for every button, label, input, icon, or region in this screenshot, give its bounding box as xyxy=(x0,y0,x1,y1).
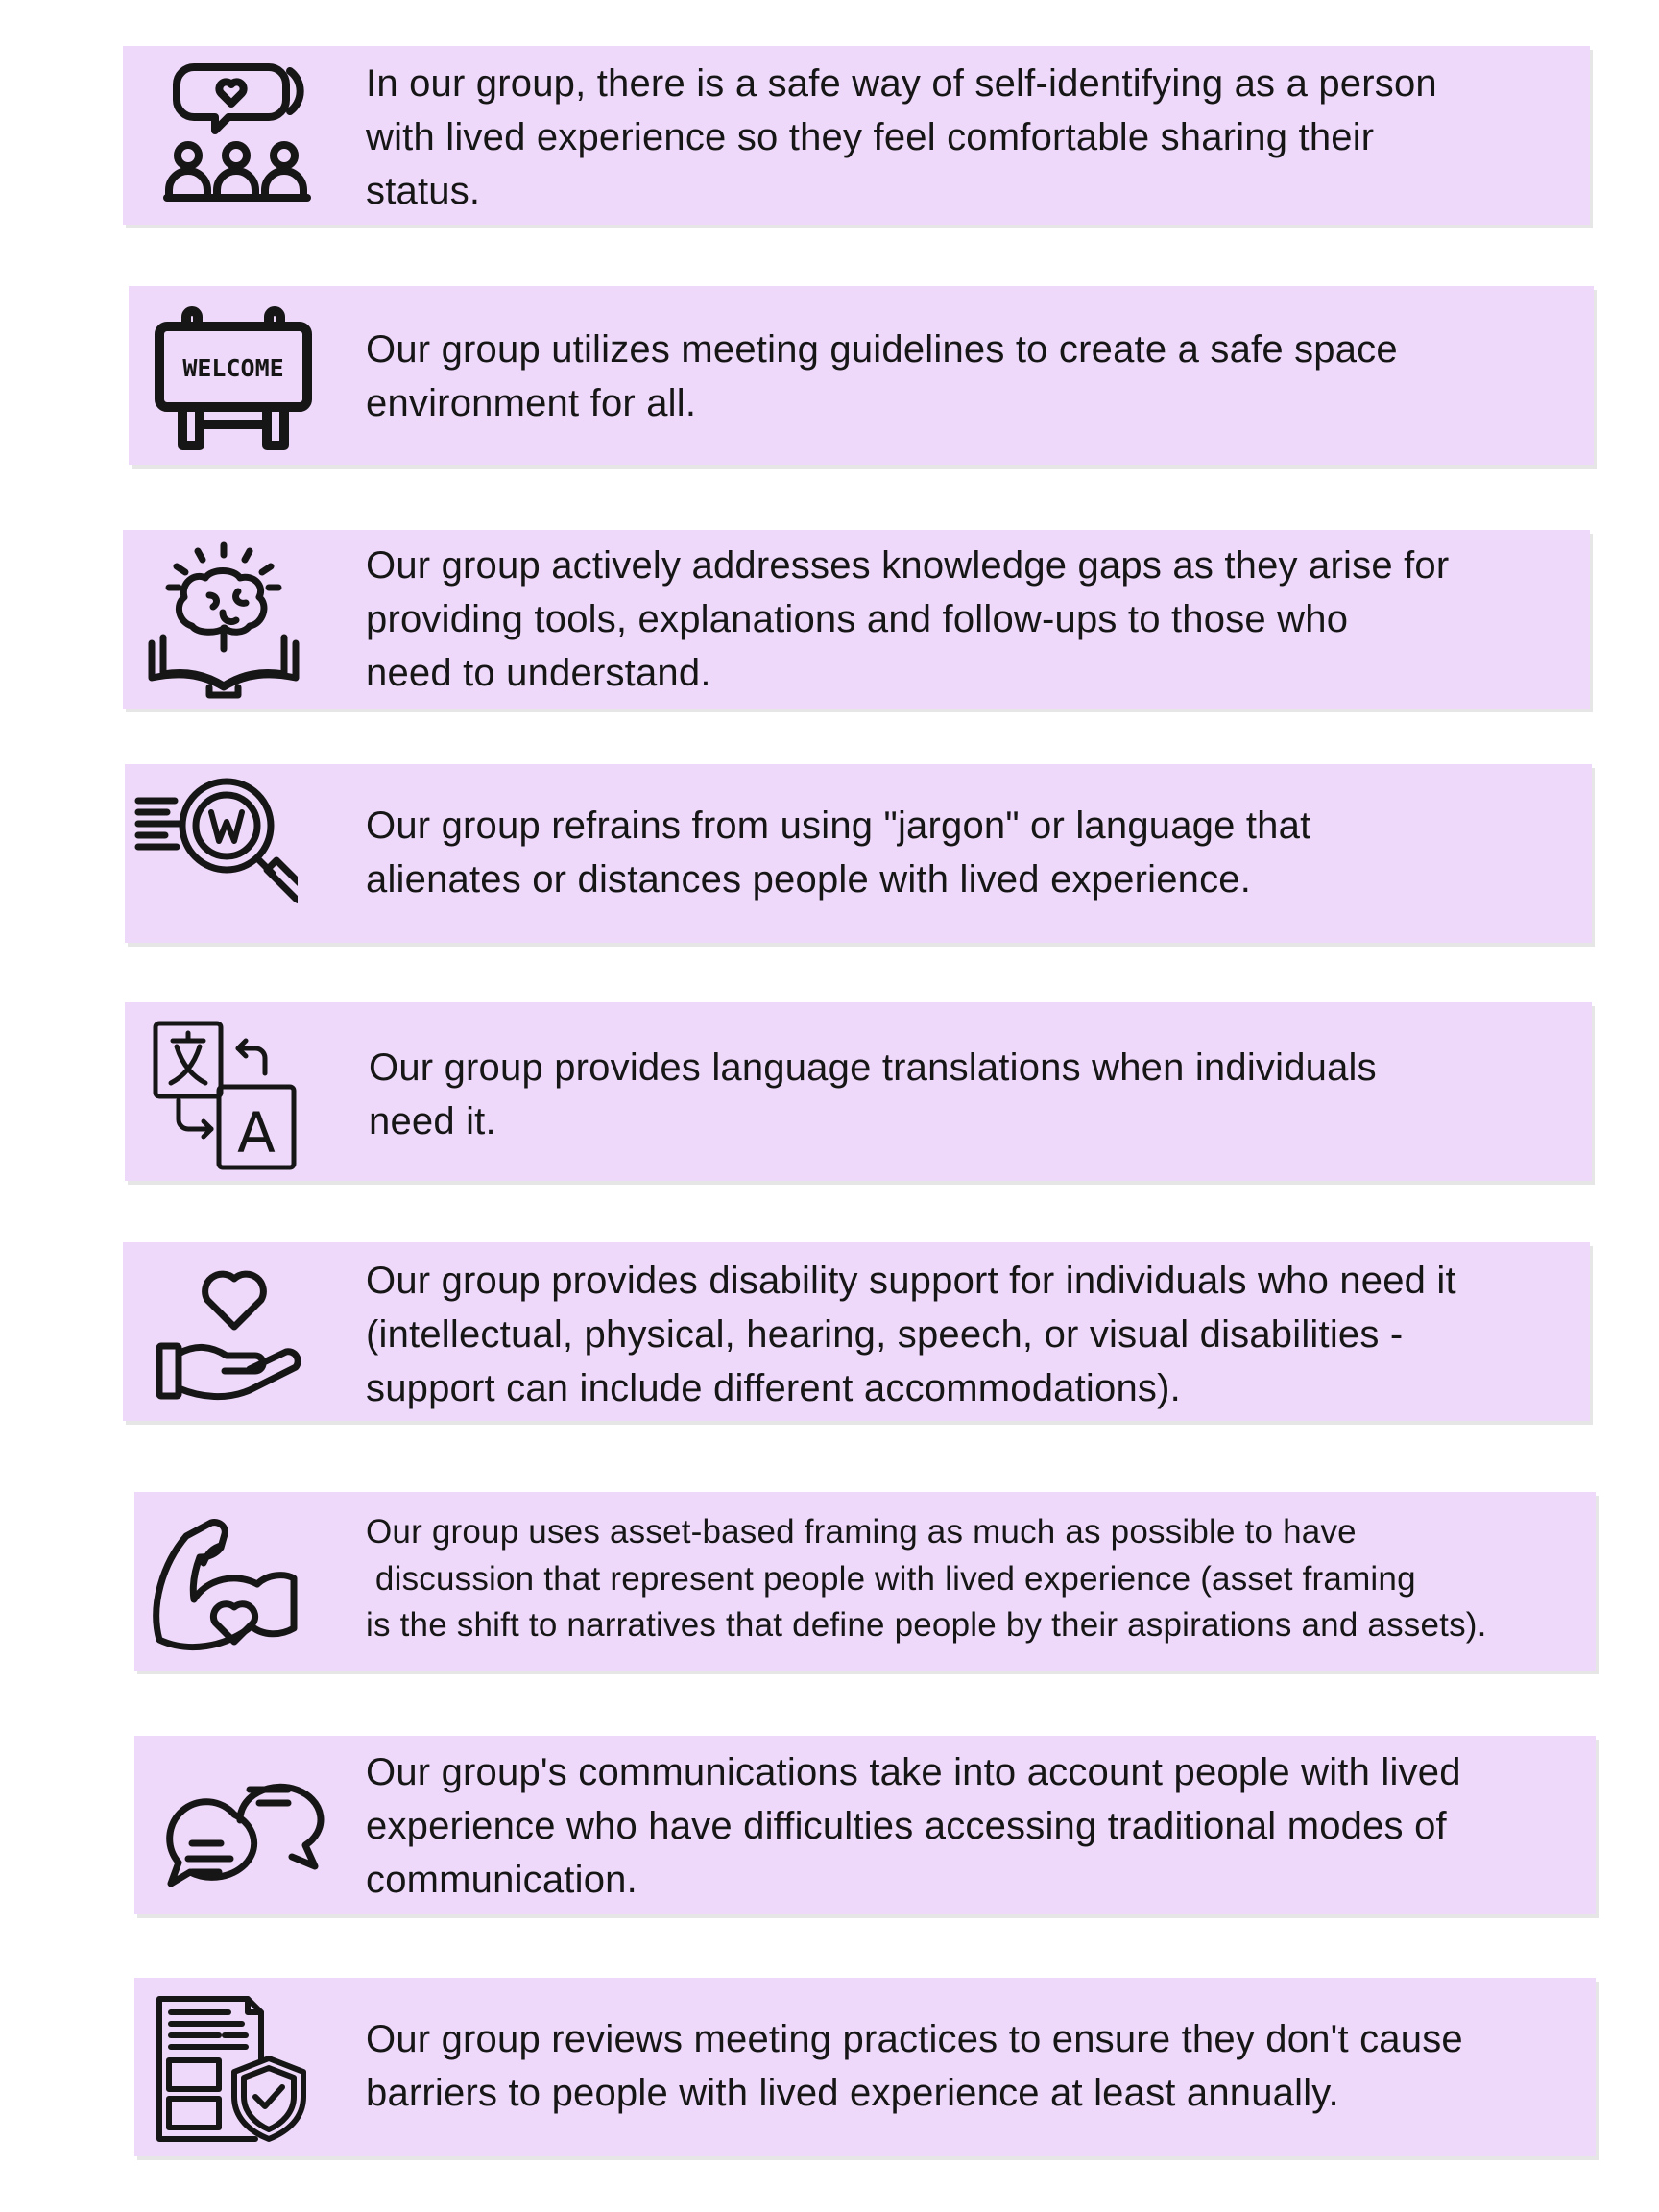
word-search-magnifier-icon xyxy=(134,776,298,939)
practice-text-2 xyxy=(366,323,1398,430)
strong-arm-heart-icon xyxy=(146,1505,309,1669)
text-line: providing tools, explanations and follow-ups to those who xyxy=(366,598,1349,640)
text-line: with lived experience so they feel comfortable sharing their xyxy=(366,116,1375,158)
text-line: barriers to people with lived experience at least annually. xyxy=(366,2072,1339,2114)
sign-text: WELCOME xyxy=(182,354,284,382)
group-chat-heart-icon xyxy=(156,54,319,217)
text-line: discussion that represent people with lived experience (asset framing xyxy=(366,1559,1416,1598)
text-line: Our group provides language translations when individuals xyxy=(369,1046,1377,1089)
practice-text-9 xyxy=(366,2012,1463,2120)
text-line: environment for all. xyxy=(366,382,697,424)
practice-text-3 xyxy=(366,539,1449,700)
text-line: Our group actively addresses knowledge gaps as they arise for xyxy=(366,544,1450,587)
svg-text:A: A xyxy=(237,1100,276,1166)
text-line: In our group, there is a safe way of self-identifying as a person xyxy=(366,62,1437,105)
text-line: status. xyxy=(366,170,481,212)
text-line: need to understand. xyxy=(366,652,711,694)
text-line: Our group refrains from using "jargon" or language that xyxy=(366,805,1311,847)
text-line: Our group provides disability support for individuals who need it xyxy=(366,1260,1456,1302)
practice-text-7 xyxy=(366,1509,1487,1649)
text-line: (intellectual, physical, hearing, speech, or visual disabilities - xyxy=(366,1313,1404,1356)
practice-text-5 xyxy=(369,1041,1377,1148)
text-line: support can include different accommodations). xyxy=(366,1367,1181,1409)
practice-text-8 xyxy=(366,1745,1461,1907)
welcome-sign-icon xyxy=(152,300,315,463)
text-line: Our group uses asset-based framing as much as possible to have xyxy=(366,1513,1357,1551)
text-line: Our group utilizes meeting guidelines to create a safe space xyxy=(366,328,1398,371)
document-shield-icon xyxy=(152,1991,315,2154)
chat-bubbles-icon xyxy=(163,1747,326,1911)
hand-heart-icon xyxy=(152,1258,315,1421)
practice-text-1 xyxy=(366,57,1437,218)
text-line: experience who have difficulties accessing traditional modes of xyxy=(366,1805,1447,1847)
brain-book-icon xyxy=(142,538,305,701)
practice-text-6 xyxy=(366,1254,1456,1415)
text-line: communication. xyxy=(366,1859,637,1901)
text-line: is the shift to narratives that define people by their aspirations and assets). xyxy=(366,1606,1487,1644)
text-line: need it. xyxy=(369,1100,496,1142)
text-line: Our group reviews meeting practices to ensure they don't cause xyxy=(366,2018,1463,2060)
text-line: alienates or distances people with lived experience. xyxy=(366,858,1252,901)
translate-icon xyxy=(152,1020,315,1183)
text-line: Our group's communications take into account people with lived xyxy=(366,1751,1461,1793)
practice-text-4 xyxy=(366,799,1310,906)
